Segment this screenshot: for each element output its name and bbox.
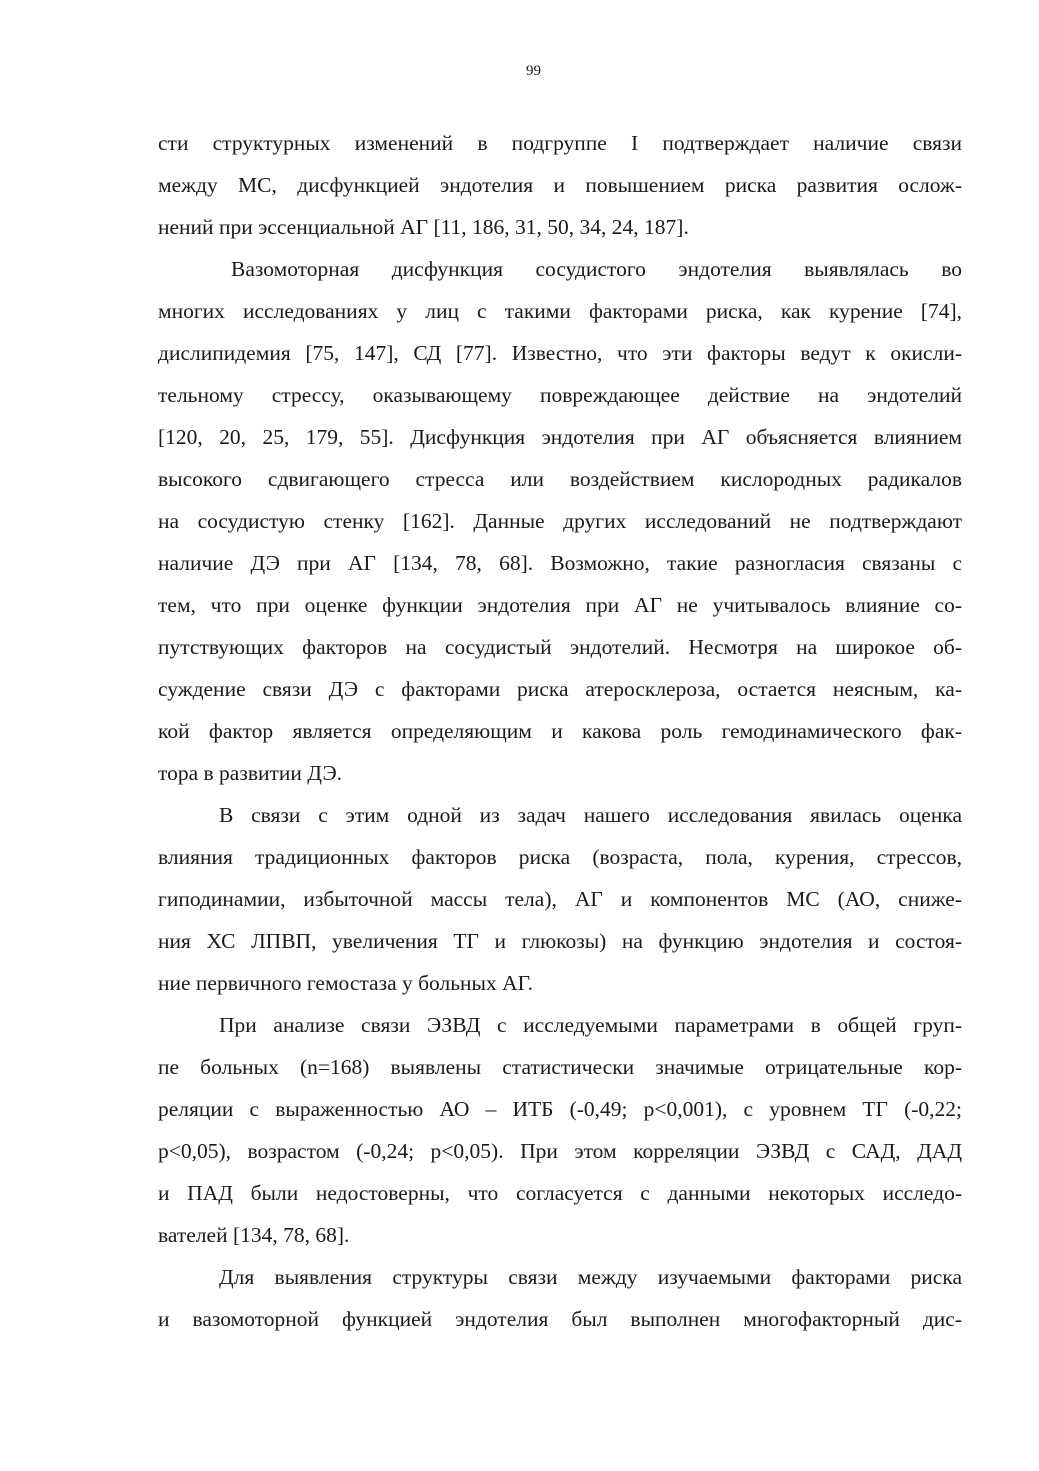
text-line: наличие ДЭ при АГ [134, 78, 68]. Возможно, такие разногласия связаны с — [158, 551, 962, 575]
text-line: Для выявления структуры связи между изучаемыми факторами риска — [219, 1265, 962, 1289]
text-line: тора в развитии ДЭ. — [158, 761, 343, 785]
text-line: суждение связи ДЭ с факторами риска атеросклероза, остается неясным, ка- — [158, 677, 962, 701]
text-line: между МС, дисфункцией эндотелия и повышением риска развития ослож- — [158, 173, 962, 197]
text-line: ния ХС ЛПВП, увеличения ТГ и глюкозы) на функцию эндотелия и состоя- — [158, 929, 962, 953]
text-line: реляции с выраженностью АО – ИТБ (-0,49; p<0,001), с уровнем ТГ (-0,22; — [158, 1097, 962, 1121]
paragraph-3 — [158, 794, 962, 1004]
text-line: и вазомоторной функцией эндотелия был выполнен многофакторный дис- — [158, 1307, 962, 1331]
text-line: нений при эссенциальной АГ [11, 186, 31, 50, 34, 24, 187]. — [158, 215, 689, 239]
text-line: высокого сдвигающего стресса или воздействием кислородных радикалов — [158, 467, 962, 491]
text-line: ние первичного гемостаза у больных АГ. — [158, 971, 534, 995]
text-line: дислипидемия [75, 147], СД [77]. Известно, что эти факторы ведут к окисли- — [158, 341, 962, 365]
paragraph-1 — [158, 122, 962, 248]
text-line: пе больных (n=168) выявлены статистически значимые отрицательные кор- — [158, 1055, 962, 1079]
body-text — [158, 122, 962, 1340]
text-line: При анализе связи ЭЗВД с исследуемыми параметрами в общей груп- — [219, 1013, 962, 1037]
text-line: многих исследованиях у лиц с такими факторами риска, как курение [74], — [158, 299, 962, 323]
text-line: Вазомоторная дисфункция сосудистого эндотелия выявлялась во — [231, 257, 962, 281]
paragraph-2 — [158, 248, 962, 794]
text-line: сти структурных изменений в подгруппе I подтверждает наличие связи — [158, 131, 962, 155]
text-line: кой фактор является определяющим и какова роль гемодинамического фак- — [158, 719, 962, 743]
page-number: 99 — [526, 63, 541, 79]
paragraph-5 — [158, 1256, 962, 1340]
text-line: путствующих факторов на сосудистый эндотелий. Несмотря на широкое об- — [158, 635, 962, 659]
text-line: и ПАД были недостоверны, что согласуется с данными некоторых исследо- — [158, 1181, 962, 1205]
text-line: В связи с этим одной из задач нашего исследования явилась оценка — [219, 803, 962, 827]
text-line: тельному стрессу, оказывающему повреждающее действие на эндотелий — [158, 383, 962, 407]
text-line: [120, 20, 25, 179, 55]. Дисфункция эндотелия при АГ объясняется влиянием — [158, 425, 962, 449]
paragraph-4 — [158, 1004, 962, 1256]
text-line: влияния традиционных факторов риска (возраста, пола, курения, стрессов, — [158, 845, 962, 869]
text-line: на сосудистую стенку [162]. Данные других исследований не подтверждают — [158, 509, 962, 533]
text-line: вателей [134, 78, 68]. — [158, 1223, 350, 1247]
text-line: p<0,05), возрастом (-0,24; p<0,05). При этом корреляции ЭЗВД с САД, ДАД — [158, 1139, 962, 1163]
text-line: гиподинамии, избыточной массы тела), АГ и компонентов МС (АО, сниже- — [158, 887, 962, 911]
text-line: тем, что при оценке функции эндотелия при АГ не учитывалось влияние со- — [158, 593, 962, 617]
